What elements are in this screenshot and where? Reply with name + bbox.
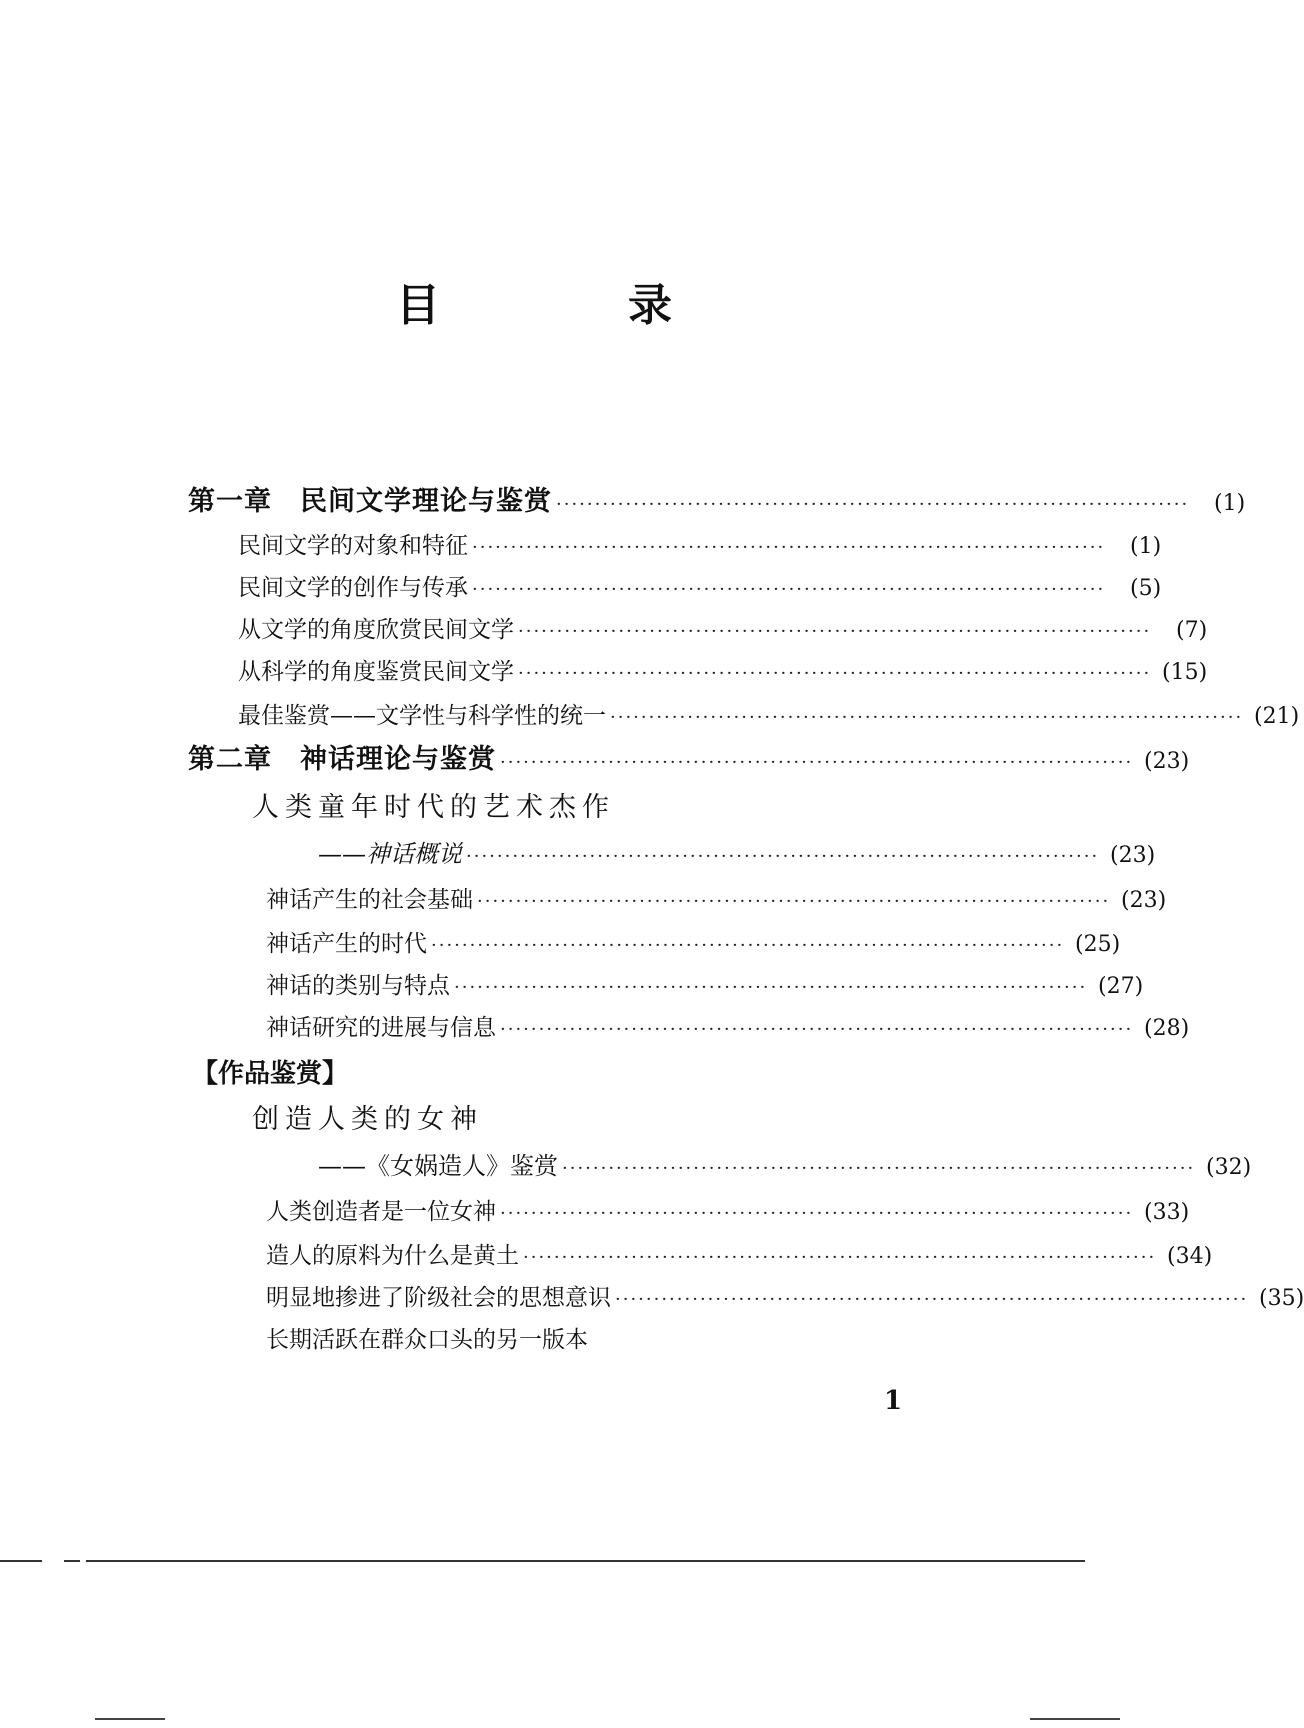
- toc-label: 人类创造者是一位女神: [266, 1199, 496, 1225]
- toc-entry[interactable]: [238, 696, 1300, 736]
- toc-page-number: (23): [1144, 749, 1190, 774]
- dot-leader: ··················································································: [556, 494, 1190, 515]
- page-title: 目 录: [396, 280, 744, 331]
- toc-page-number: (5): [1130, 576, 1162, 601]
- toc-page-number: (34): [1167, 1244, 1213, 1269]
- toc-page-number: (23): [1110, 843, 1156, 868]
- toc-section-heading[interactable]: 【作品鉴赏】: [192, 1059, 349, 1089]
- toc-label: 造人的原料为什么是黄土: [266, 1243, 519, 1269]
- dot-leader: ··················································································: [472, 537, 1106, 558]
- toc-entry[interactable]: [266, 1192, 1190, 1232]
- toc-page-number: (15): [1162, 660, 1208, 685]
- toc-entry[interactable]: 长期活跃在群众口头的另一版本: [266, 1327, 588, 1353]
- toc-label: ——《女娲造人》鉴赏: [318, 1152, 558, 1180]
- toc-entry[interactable]: [266, 924, 1121, 964]
- dot-leader: ··················································································: [500, 752, 1134, 773]
- toc-page-number: (7): [1176, 618, 1208, 643]
- dot-leader: ··················································································: [431, 935, 1065, 956]
- dot-leader: ··················································································: [562, 1158, 1196, 1179]
- toc-entry[interactable]: [318, 1146, 1252, 1186]
- toc-label: 第二章 神话理论与鉴赏: [188, 744, 496, 775]
- edge-rule: [1030, 1718, 1120, 1720]
- toc-page-number: (1): [1214, 491, 1246, 516]
- toc-entry[interactable]: [266, 966, 1144, 1006]
- toc-page-number: (23): [1121, 888, 1167, 913]
- toc-chapter-1[interactable]: [188, 482, 1246, 522]
- dot-leader: ··················································································: [466, 846, 1100, 867]
- toc-label: 神话研究的进展与信息: [266, 1015, 496, 1041]
- toc-label: 从文学的角度欣赏民间文学: [238, 617, 514, 643]
- dot-leader: ··················································································: [523, 1247, 1157, 1268]
- toc-page-number: (32): [1206, 1155, 1252, 1180]
- toc-page-number: (28): [1144, 1016, 1190, 1041]
- toc-label: 第一章 民间文学理论与鉴赏: [188, 486, 552, 517]
- page-number: 1: [884, 1386, 903, 1416]
- toc-page-number: (25): [1075, 932, 1121, 957]
- toc-label: ——神话概说: [318, 840, 462, 868]
- toc-article-title[interactable]: 人类童年时代的艺术杰作: [252, 792, 615, 823]
- toc-entry[interactable]: [238, 568, 1162, 608]
- toc-label: 明显地掺进了阶级社会的思想意识: [266, 1285, 611, 1311]
- toc-entry[interactable]: [238, 652, 1208, 692]
- dot-leader: ··················································································: [610, 707, 1244, 728]
- toc-page-number: (35): [1259, 1286, 1304, 1311]
- toc-entry[interactable]: [238, 526, 1162, 566]
- toc-entry[interactable]: [266, 1278, 1304, 1318]
- toc-label: 最佳鉴赏——文学性与科学性的统一: [238, 703, 606, 729]
- toc-page-number: (33): [1144, 1200, 1190, 1225]
- toc-label: 神话的类别与特点: [266, 973, 450, 999]
- toc-chapter-2[interactable]: [188, 740, 1190, 780]
- dot-leader: ··················································································: [518, 621, 1152, 642]
- dot-leader: ··················································································: [472, 579, 1106, 600]
- toc-page-number: (21): [1254, 704, 1300, 729]
- bottom-rule: [0, 1560, 1085, 1562]
- toc-page-number: (1): [1130, 534, 1162, 559]
- toc-entry[interactable]: [238, 610, 1208, 650]
- dot-leader: ··················································································: [500, 1203, 1134, 1224]
- toc-entry[interactable]: [266, 1236, 1213, 1276]
- dot-leader: ··················································································: [500, 1019, 1134, 1040]
- toc-entry[interactable]: [266, 880, 1167, 920]
- toc-entry[interactable]: [318, 834, 1156, 874]
- toc-label: 从科学的角度鉴赏民间文学: [238, 659, 514, 685]
- toc-page-number: (27): [1098, 974, 1144, 999]
- toc-entry[interactable]: [266, 1008, 1190, 1048]
- dot-leader: ··················································································: [454, 977, 1088, 998]
- toc-label: 民间文学的对象和特征: [238, 533, 468, 559]
- dot-leader: ··················································································: [518, 663, 1152, 684]
- toc-label: 神话产生的时代: [266, 931, 427, 957]
- dot-leader: ··················································································: [477, 891, 1111, 912]
- dot-leader: ··················································································: [615, 1289, 1249, 1310]
- edge-rule: [95, 1718, 165, 1720]
- toc-label: 民间文学的创作与传承: [238, 575, 468, 601]
- toc-label: 神话产生的社会基础: [266, 887, 473, 913]
- toc-article-title[interactable]: 创造人类的女神: [252, 1104, 483, 1135]
